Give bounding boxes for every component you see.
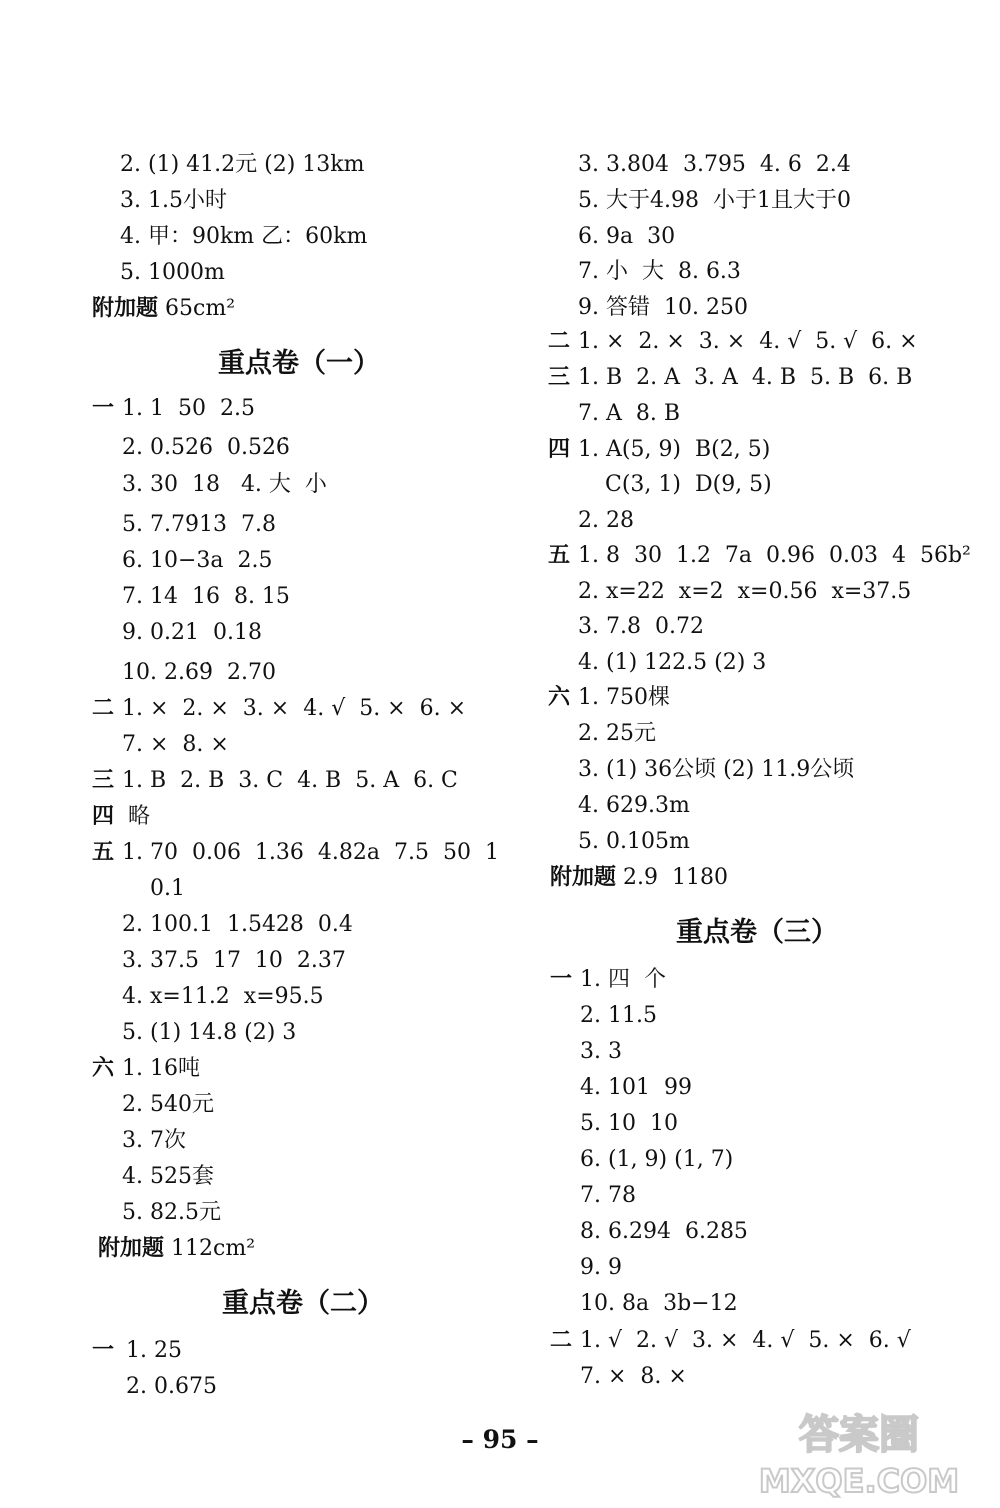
answer-line: 7. 小 大 8. 6.3 [578,259,741,284]
bonus-line [98,1231,255,1267]
answer-line: 1. 8 30 1.2 7a 0.96 0.03 4 56b² [578,543,971,568]
answer-line: 2. 0.526̇ 0.52̇6̇ [122,435,290,460]
answer-line: C(3, 1) D(9, 5) [605,472,772,497]
answer-line: 2. 540元 [122,1092,214,1117]
answer-line: 5. 0.105m [578,829,690,854]
watermark-logo [724,1400,994,1500]
section-mark: 三 [92,768,115,793]
answer-line: 8. 6.294 6.285 [580,1219,748,1244]
section-mark: 六 [92,1056,115,1081]
answer-line: 4. (1) 122.5 (2) 3 [578,650,767,675]
section-heading: 重点卷（三） [676,917,838,948]
section-mark: 五 [548,543,571,568]
section-mark: 一 [92,1338,115,1363]
answer-line: 6. (1, 9) (1, 7) [580,1147,734,1172]
section-mark: 二 [92,696,115,721]
answer-line: 3. 1.5小时 [120,188,227,213]
section-mark: 一 [92,396,115,421]
answer-line: 1. 1 50 2.5 [122,396,255,421]
answer-line: 1. × 2. × 3. × 4. √ 5. × 6. × [122,696,467,721]
answer-line: 1. 750棵 [578,685,670,710]
answer-line: 4. 甲：90km 乙：60km [120,224,368,249]
answer-line: 1. B 2. B 3. C 4. B 5. A 6. C [122,768,458,793]
section-mark: 二 [550,1328,573,1353]
answer-line: 3. 7次 [122,1128,186,1153]
section-mark: 五 [92,840,115,865]
answer-line: 5. 1000m [120,260,225,285]
section-mark: 三 [548,365,571,390]
answer-line: 3. 7.8 0.72 [578,614,704,639]
bonus-label: 附加题 [98,1236,165,1261]
answer-line: 2. (1) 41.2元 (2) 13km [120,152,365,177]
bonus-value: 65cm² [165,296,236,321]
answer-line: 6. 9a 30 [578,224,676,249]
answer-line: 10. 2.6̇9̇ 2.70 [122,660,276,685]
section-mark: 一 [550,967,573,992]
answer-line: 5. 大于4.98 小于1且大于0 [578,188,851,213]
answer-line: 9. 0.21 0.18 [122,620,262,645]
section-mark: 六 [548,685,571,710]
answer-line: 1. B 2. A 3. A 4. B 5. B 6. B [578,365,913,390]
answer-line: 3. 3.804 3.795 4. 6 2.4 [578,152,851,177]
answer-line: 1. 70 0.06 1.36 4.82a 7.5 50 1 [122,840,499,865]
answer-line: 9. 9 [580,1255,622,1280]
watermark-top: 答案圈 [799,1412,919,1458]
bonus-line [550,860,728,896]
section-mark: 四 [92,804,115,829]
bonus-line [92,291,235,327]
answer-line: 3. (1) 36公顷 (2) 11.9公顷 [578,757,855,782]
answer-line: 10. 8a 3b−12 [580,1291,738,1316]
answer-line: 4. x=11.2 x=95.5 [122,984,324,1009]
answer-line: 3. 3 [580,1039,622,1064]
answer-line: 5. 7.79̇13̇ 7.8 [122,512,276,537]
answer-line: 1. √ 2. √ 3. × 4. √ 5. × 6. √ [580,1328,911,1353]
answer-line: 4. 629.3m [578,793,690,818]
page-number: – 95 – [461,1425,539,1454]
answer-line: 3. 37.5 17 10 2.37 [122,948,346,973]
bonus-label: 附加题 [550,865,617,890]
answer-line: 7. × 8. × [122,732,229,757]
answer-line: 5. (1) 14.8 (2) 3 [122,1020,297,1045]
section-mark: 四 [548,437,571,462]
answer-line: 略 [128,804,151,829]
answer-line: 1. 四 个 [580,967,666,992]
answer-line: 2. x=22 x=2 x=0.56 x=37.5 [578,579,912,604]
section-heading: 重点卷（一） [218,348,380,379]
answer-line: 0.1 [150,876,185,901]
answer-line: 1. 25 [126,1338,182,1363]
answer-line: 1. 16吨 [122,1056,200,1081]
answer-line: 7. 14 16 8. 15 [122,584,290,609]
answer-line: 4. 101 99 [580,1075,692,1100]
answer-line: 3. 30 18 4. 大 小 [122,472,327,497]
answer-line: 2. 25元 [578,721,656,746]
answer-line: 2. 28 [578,508,634,533]
bonus-label: 附加题 [92,296,159,321]
answer-line: 1. A(5, 9) B(2, 5) [578,437,771,462]
answer-line: 4. 525套 [122,1164,214,1189]
bonus-value: 112cm² [171,1236,256,1261]
section-heading: 重点卷（二） [222,1288,384,1319]
section-mark: 二 [548,329,571,354]
answer-line: 2. 100.1 1.5428 0.4 [122,912,353,937]
answer-line: 9. 答错 10. 250 [578,295,748,320]
bonus-value: 2.9 1180 [623,865,728,890]
answer-line: 7. 78 [580,1183,636,1208]
answer-line: 5. 82.5元 [122,1200,221,1225]
answer-line: 5. 10 10 [580,1111,678,1136]
answer-line: 2. 0.675 [126,1374,217,1399]
watermark-bottom: MXQE.COM [758,1462,960,1500]
answer-line: 7. × 8. × [580,1364,687,1389]
answer-line: 1. × 2. × 3. × 4. √ 5. √ 6. × [578,329,918,354]
answer-line: 6. 10−3a 2.5 [122,548,273,573]
answer-line: 7. A 8. B [578,401,681,426]
answer-line: 2. 11.5 [580,1003,657,1028]
